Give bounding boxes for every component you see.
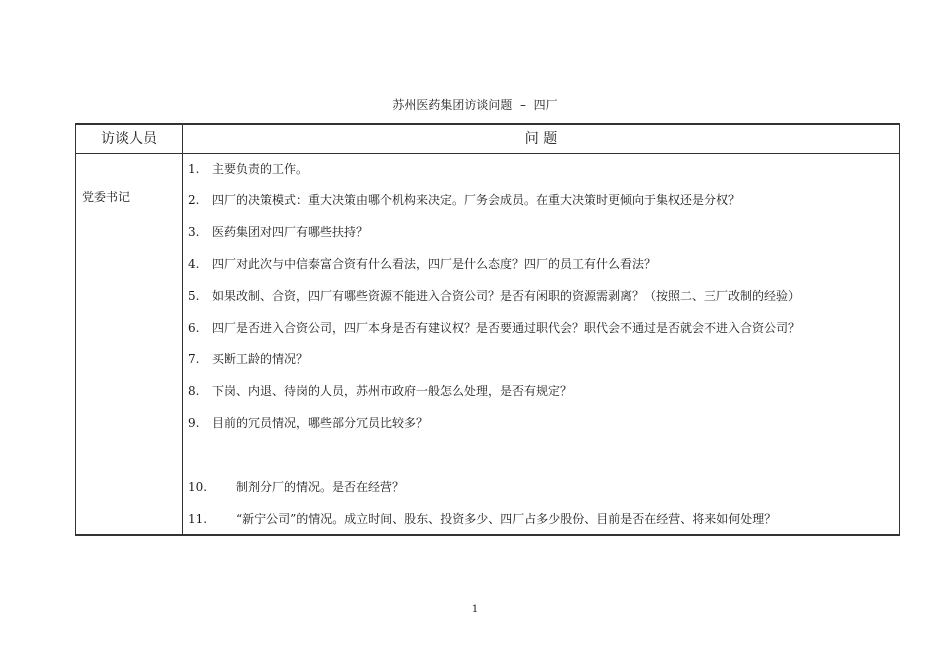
question-text: 四厂的决策模式：重大决策由哪个机构来决定。厂务会成员。在重大决策时更倾向于集权还是分权？ xyxy=(212,193,741,207)
question-number: 11. xyxy=(188,512,208,526)
question-text: 目前的冗员情况，哪些部分冗员比较多？ xyxy=(212,416,429,430)
question-number: 3. xyxy=(188,225,200,239)
question-text: 主要负责的工作。 xyxy=(212,162,309,176)
question-text: 如果改制、合资，四厂有哪些资源不能进入合资公司？是否有闲职的资源需剥离？（按照二、三厂改制的经验） xyxy=(212,289,801,303)
question-number: 1. xyxy=(188,162,200,176)
question-number: 7. xyxy=(188,352,200,366)
question-text: 医药集团对四厂有哪些扶持？ xyxy=(212,225,369,239)
table-header-row xyxy=(76,125,899,154)
question-item xyxy=(188,224,368,240)
question-number: 10. xyxy=(188,480,208,494)
question-text: 制剂分厂的情况。是否在经营？ xyxy=(236,480,405,494)
header-questions: 问 题 xyxy=(524,131,558,147)
column-divider xyxy=(182,125,183,534)
question-item xyxy=(188,479,404,495)
question-text: 买断工龄的情况？ xyxy=(212,352,309,366)
question-number: 4. xyxy=(188,257,200,271)
question-number: 5. xyxy=(188,289,200,303)
question-item xyxy=(188,351,308,367)
question-item xyxy=(188,256,656,272)
page-number: 1 xyxy=(471,604,479,615)
question-text: 下岗、内退、待岗的人员，苏州市政府一般怎么处理，是否有规定？ xyxy=(212,384,573,398)
question-item xyxy=(188,415,428,431)
header-interviewee: 访谈人员 xyxy=(101,131,157,147)
question-number: 6. xyxy=(188,321,200,335)
role-party-secretary: 党委书记 xyxy=(82,190,131,204)
question-number: 9. xyxy=(188,416,200,430)
question-text: “新宁公司”的情况。成立时间、股东、投资多少、四厂占多少股份、目前是否在经营、将来如何处理？ xyxy=(236,512,777,526)
document-title: 苏州医药集团访谈问题 – 四厂 xyxy=(392,98,558,112)
question-item xyxy=(188,320,800,336)
question-item xyxy=(188,192,740,208)
interview-table xyxy=(75,123,900,536)
question-item xyxy=(188,288,800,304)
question-item xyxy=(188,511,776,527)
question-item xyxy=(188,161,308,177)
question-number: 8. xyxy=(188,384,200,398)
question-text: 四厂是否进入合资公司，四厂本身是否有建议权？是否要通过职代会？职代会不通过是否就会不进入合资公司？ xyxy=(212,321,801,335)
question-item xyxy=(188,383,572,399)
question-text: 四厂对此次与中信泰富合资有什么看法，四厂是什么态度？四厂的员工有什么看法？ xyxy=(212,257,657,271)
question-number: 2. xyxy=(188,193,200,207)
